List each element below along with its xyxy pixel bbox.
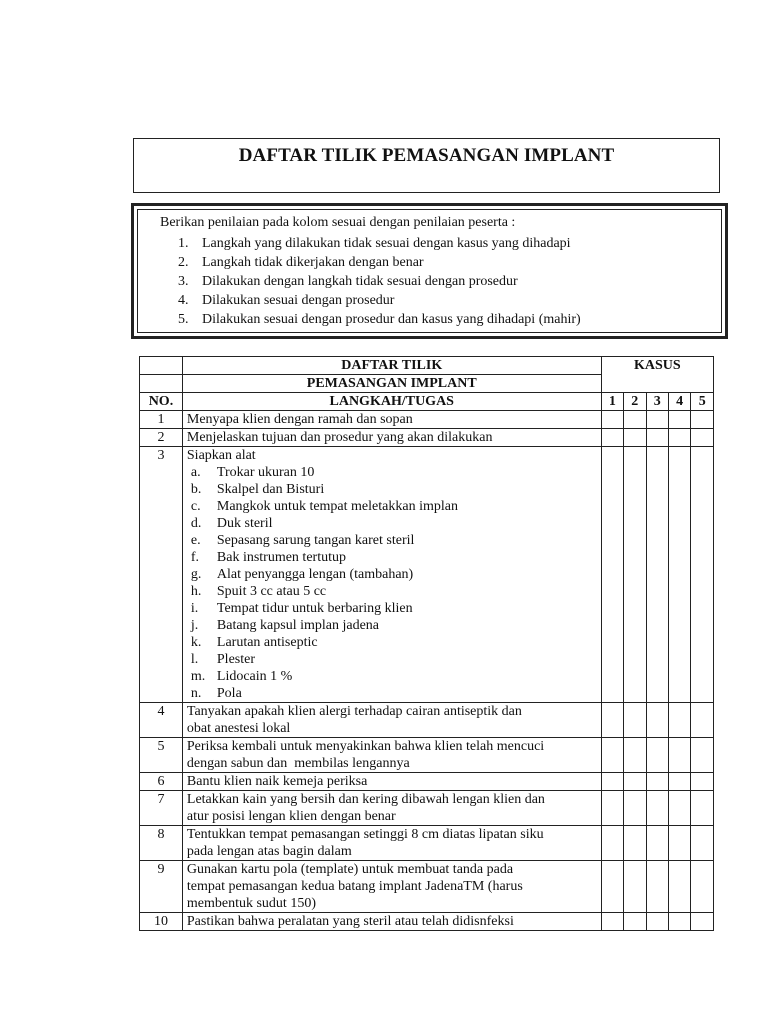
score-cell[interactable] (601, 429, 623, 447)
instruction-text: Dilakukan sesuai dengan prosedur dan kasus yang dihadapi (mahir) (202, 312, 581, 327)
score-cell[interactable] (601, 791, 623, 826)
item-letter: m. (190, 669, 206, 684)
equipment-item (187, 515, 597, 532)
score-cell[interactable] (691, 826, 714, 861)
row-step (182, 826, 601, 861)
instruction-item (178, 272, 581, 291)
header-kasus-spacer (601, 375, 713, 393)
item-letter: a. (190, 465, 201, 480)
instructions-list (178, 234, 581, 329)
table-row (140, 703, 714, 738)
score-cell[interactable] (691, 913, 714, 931)
row-number: 1 (140, 411, 183, 429)
score-cell[interactable] (691, 429, 714, 447)
item-text: Plester (216, 652, 255, 667)
item-letter: d. (190, 516, 202, 531)
equipment-item (187, 481, 597, 498)
score-cell[interactable] (668, 861, 690, 913)
row-step (182, 791, 601, 826)
row-step: Bantu klien naik kemeja periksa (182, 773, 601, 791)
row-step-line: Tanyakan apakah klien alergi terhadap cairan antiseptik dan (186, 704, 522, 719)
item-letter: k. (190, 635, 202, 650)
table-row (140, 429, 714, 447)
score-cell[interactable] (646, 791, 668, 826)
equipment-item (187, 634, 597, 651)
score-cell[interactable] (624, 429, 646, 447)
item-letter: b. (190, 482, 202, 497)
instruction-number: 1. (178, 236, 189, 251)
score-cell[interactable] (646, 429, 668, 447)
row-step: Pastikan bahwa peralatan yang steril atau telah didisnfeksi (182, 913, 601, 931)
score-cell[interactable] (691, 738, 714, 773)
row-step-line: Gunakan kartu pola (template) untuk membuat tanda pada (186, 862, 514, 877)
item-text: Duk steril (216, 516, 273, 531)
instruction-text: Dilakukan dengan langkah tidak sesuai dengan prosedur (202, 274, 518, 289)
header-title-line1: DAFTAR TILIK (182, 357, 601, 375)
item-letter: h. (190, 584, 202, 599)
row-step-line: membentuk sudut 150) (186, 896, 316, 911)
item-text: Mangkok untuk tempat meletakkan implan (216, 499, 458, 514)
item-letter: i. (190, 601, 199, 616)
table-row (140, 773, 714, 791)
instruction-text: Langkah tidak dikerjakan dengan benar (202, 255, 424, 270)
equipment-item (187, 498, 597, 515)
row-number: 6 (140, 773, 183, 791)
score-cell[interactable] (646, 861, 668, 913)
header-no-blank (140, 357, 183, 375)
row-step-line: dengan sabun dan membilas lengannya (186, 756, 410, 771)
header-langkah: LANGKAH/TUGAS (182, 393, 601, 411)
equipment-list (187, 464, 597, 702)
equipment-item (187, 464, 597, 481)
item-text: Sepasang sarung tangan karet steril (216, 533, 415, 548)
row-step (182, 738, 601, 773)
score-cell[interactable] (646, 411, 668, 429)
item-text: Batang kapsul implan jadena (216, 618, 380, 633)
row-step-text: Siapkan alat (186, 448, 256, 463)
item-text: Tempat tidur untuk berbaring klien (216, 601, 413, 616)
score-cell[interactable] (624, 447, 646, 703)
header-kasus-3: 3 (646, 393, 668, 411)
row-number: 2 (140, 429, 183, 447)
instruction-number: 3. (178, 274, 189, 289)
table-row (140, 913, 714, 931)
equipment-item (187, 532, 597, 549)
row-step (182, 703, 601, 738)
table-row (140, 861, 714, 913)
score-cell[interactable] (646, 738, 668, 773)
header-kasus-5: 5 (691, 393, 714, 411)
item-text: Bak instrumen tertutup (216, 550, 346, 565)
row-step-line: tempat pemasangan kedua batang implant JadenaTM (harus (186, 879, 523, 894)
row-step-line: pada lengan atas bagin dalam (186, 844, 352, 859)
row-number: 8 (140, 826, 183, 861)
score-cell[interactable] (691, 703, 714, 738)
item-text: Lidocain 1 % (216, 669, 293, 684)
item-text: Larutan antiseptic (216, 635, 318, 650)
row-number: 4 (140, 703, 183, 738)
table-row (140, 447, 714, 703)
header-kasus-4: 4 (668, 393, 690, 411)
table-row (140, 791, 714, 826)
score-cell[interactable] (646, 703, 668, 738)
score-cell[interactable] (668, 826, 690, 861)
table-row (140, 826, 714, 861)
row-number: 3 (140, 447, 183, 703)
row-step (182, 861, 601, 913)
score-cell[interactable] (601, 738, 623, 773)
item-text: Trokar ukuran 10 (216, 465, 315, 480)
score-cell[interactable] (668, 429, 690, 447)
row-step-line: Letakkan kain yang bersih dan kering dibawah lengan klien dan (186, 792, 545, 807)
row-step-line: obat anestesi lokal (186, 721, 291, 736)
item-letter: n. (190, 686, 202, 701)
instructions-inner-border (137, 209, 722, 333)
row-step-line: Tentukkan tempat pemasangan setinggi 8 cm diatas lipatan siku (186, 827, 544, 842)
score-cell[interactable] (668, 913, 690, 931)
score-cell[interactable] (624, 913, 646, 931)
instruction-item (178, 291, 581, 310)
instruction-number: 2. (178, 255, 189, 270)
score-cell[interactable] (691, 773, 714, 791)
item-letter: j. (190, 618, 199, 633)
row-number: 9 (140, 861, 183, 913)
instruction-item (178, 253, 581, 272)
header-kasus-1: 1 (601, 393, 623, 411)
score-cell[interactable] (601, 703, 623, 738)
score-cell[interactable] (691, 861, 714, 913)
instructions-intro: Berikan penilaian pada kolom sesuai dengan penilaian peserta : (160, 215, 516, 230)
instruction-text: Dilakukan sesuai dengan prosedur (202, 293, 395, 308)
equipment-item (187, 685, 597, 702)
score-cell[interactable] (691, 411, 714, 429)
header-title-line2: PEMASANGAN IMPLANT (182, 375, 601, 393)
row-step: Menjelaskan tujuan dan prosedur yang akan dilakukan (182, 429, 601, 447)
row-step: Menyapa klien dengan ramah dan sopan (182, 411, 601, 429)
score-cell[interactable] (601, 773, 623, 791)
row-number: 10 (140, 913, 183, 931)
score-cell[interactable] (624, 773, 646, 791)
score-cell[interactable] (668, 411, 690, 429)
score-cell[interactable] (601, 913, 623, 931)
score-cell[interactable] (668, 791, 690, 826)
equipment-item (187, 549, 597, 566)
instruction-number: 4. (178, 293, 189, 308)
title-box (133, 138, 720, 193)
instructions-box (131, 203, 728, 339)
score-cell[interactable] (601, 826, 623, 861)
score-cell[interactable] (691, 447, 714, 703)
item-text: Alat penyangga lengan (tambahan) (216, 567, 414, 582)
equipment-item (187, 617, 597, 634)
header-no: NO. (140, 393, 183, 411)
table-row (140, 411, 714, 429)
item-letter: g. (190, 567, 202, 582)
row-step-line: atur posisi lengan klien dengan benar (186, 809, 396, 824)
score-cell[interactable] (668, 447, 690, 703)
item-text: Spuit 3 cc atau 5 cc (216, 584, 327, 599)
score-cell[interactable] (624, 738, 646, 773)
score-cell[interactable] (668, 773, 690, 791)
equipment-item (187, 668, 597, 685)
instruction-item (178, 234, 581, 253)
checklist-table (139, 356, 714, 931)
instruction-item (178, 310, 581, 329)
header-kasus-2: 2 (624, 393, 646, 411)
equipment-item (187, 566, 597, 583)
row-number: 5 (140, 738, 183, 773)
score-cell[interactable] (624, 703, 646, 738)
score-cell[interactable] (601, 861, 623, 913)
score-cell[interactable] (601, 411, 623, 429)
score-cell[interactable] (624, 791, 646, 826)
score-cell[interactable] (624, 826, 646, 861)
equipment-item (187, 651, 597, 668)
equipment-item (187, 583, 597, 600)
header-no-blank (140, 375, 183, 393)
item-letter: f. (190, 550, 200, 565)
score-cell[interactable] (646, 826, 668, 861)
score-cell[interactable] (646, 773, 668, 791)
equipment-item (187, 600, 597, 617)
row-step-line: Periksa kembali untuk menyakinkan bahwa klien telah mencuci (186, 739, 545, 754)
score-cell[interactable] (624, 411, 646, 429)
score-cell[interactable] (624, 861, 646, 913)
score-cell[interactable] (668, 738, 690, 773)
page-title: DAFTAR TILIK PEMASANGAN IMPLANT (238, 145, 615, 166)
table-row (140, 738, 714, 773)
score-cell[interactable] (691, 791, 714, 826)
score-cell[interactable] (646, 913, 668, 931)
score-cell[interactable] (668, 703, 690, 738)
item-letter: l. (190, 652, 199, 667)
instruction-number: 5. (178, 312, 189, 327)
row-number: 7 (140, 791, 183, 826)
score-cell[interactable] (646, 447, 668, 703)
instruction-text: Langkah yang dilakukan tidak sesuai dengan kasus yang dihadapi (202, 236, 571, 251)
item-letter: e. (190, 533, 201, 548)
item-letter: c. (190, 499, 201, 514)
score-cell[interactable] (601, 447, 623, 703)
header-kasus: KASUS (601, 357, 713, 375)
item-text: Skalpel dan Bisturi (216, 482, 325, 497)
row-step (182, 447, 601, 703)
item-text: Pola (216, 686, 242, 701)
